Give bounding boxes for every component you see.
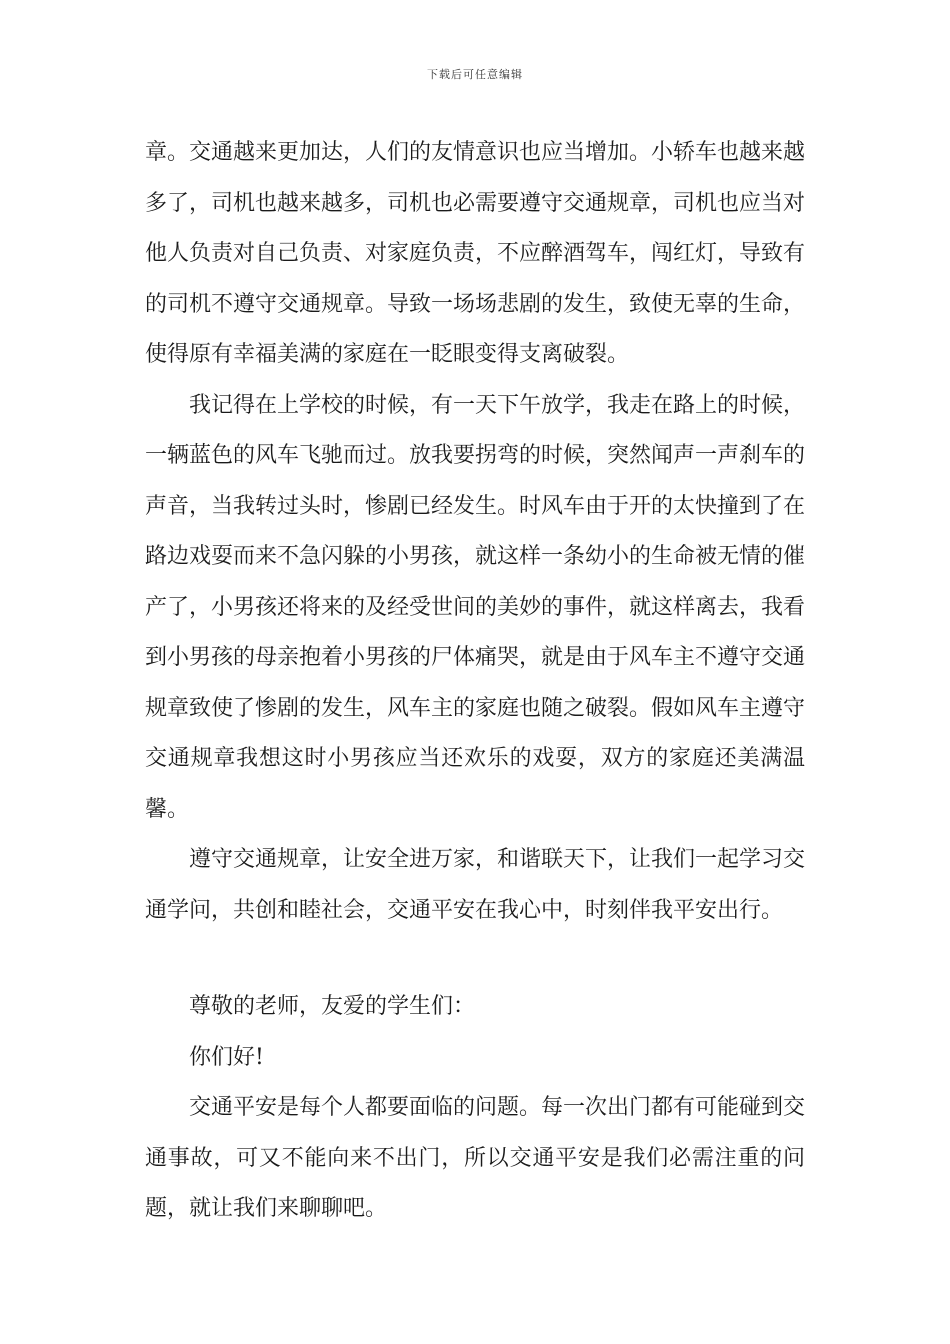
paragraph-continuation: 章。交通越来更加达，人们的友情意识也应当增加。小轿车也越来越多了，司机也越来越多，司机也必需要遵守交通规章，司机也应当对他人负责对自己负责、对家庭负责，不应醉酒驾车，闯红灯，导致有的司机不遵守交通规章。导致一场场悲剧的发生，致使无辜的生命，使得原有幸福美满的家庭在一眨眼变得支离破裂。	[145, 140, 806, 367]
document-body	[145, 128, 805, 1235]
page-header: 下载后可任意编辑	[427, 68, 523, 81]
section-gap	[145, 936, 805, 982]
greeting: 你们好!	[189, 1044, 264, 1070]
paragraph-intro: 交通平安是每个人都要面临的问题。每一次出门都有可能碰到交通事故，可又不能向来不出门，所以交通平安是我们必需注重的问题，就让我们来聊聊吧。	[145, 1095, 806, 1221]
paragraph-accident-story: 我记得在上学校的时候，有一天下午放学，我走在路上的时候，一辆蓝色的风车飞驰而过。放我要拐弯的时候，突然闻声一声刹车的声音，当我转过头时，惨剧已经发生。时风车由于开的太快撞到了在路边戏耍而来不急闪躲的小男孩，就这样一条幼小的生命被无情的催产了，小男孩还将来的及经受世间的美妙的事件，就这样离去，我看到小男孩的母亲抱着小男孩的尸体痛哭，就是由于风车主不遵守交通规章致使了惨剧的发生，风车主的家庭也随之破裂。假如风车主遵守交通规章我想这时小男孩应当还欢乐的戏耍，双方的家庭还美满温馨。	[145, 392, 806, 822]
salutation: 尊敬的老师，友爱的学生们：	[189, 994, 476, 1019]
paragraph-conclusion: 遵守交通规章，让安全进万家，和谐联天下，让我们一起学习交通学问，共创和睦社会，交通平安在我心中，时刻伴我平安出行。	[145, 847, 806, 923]
